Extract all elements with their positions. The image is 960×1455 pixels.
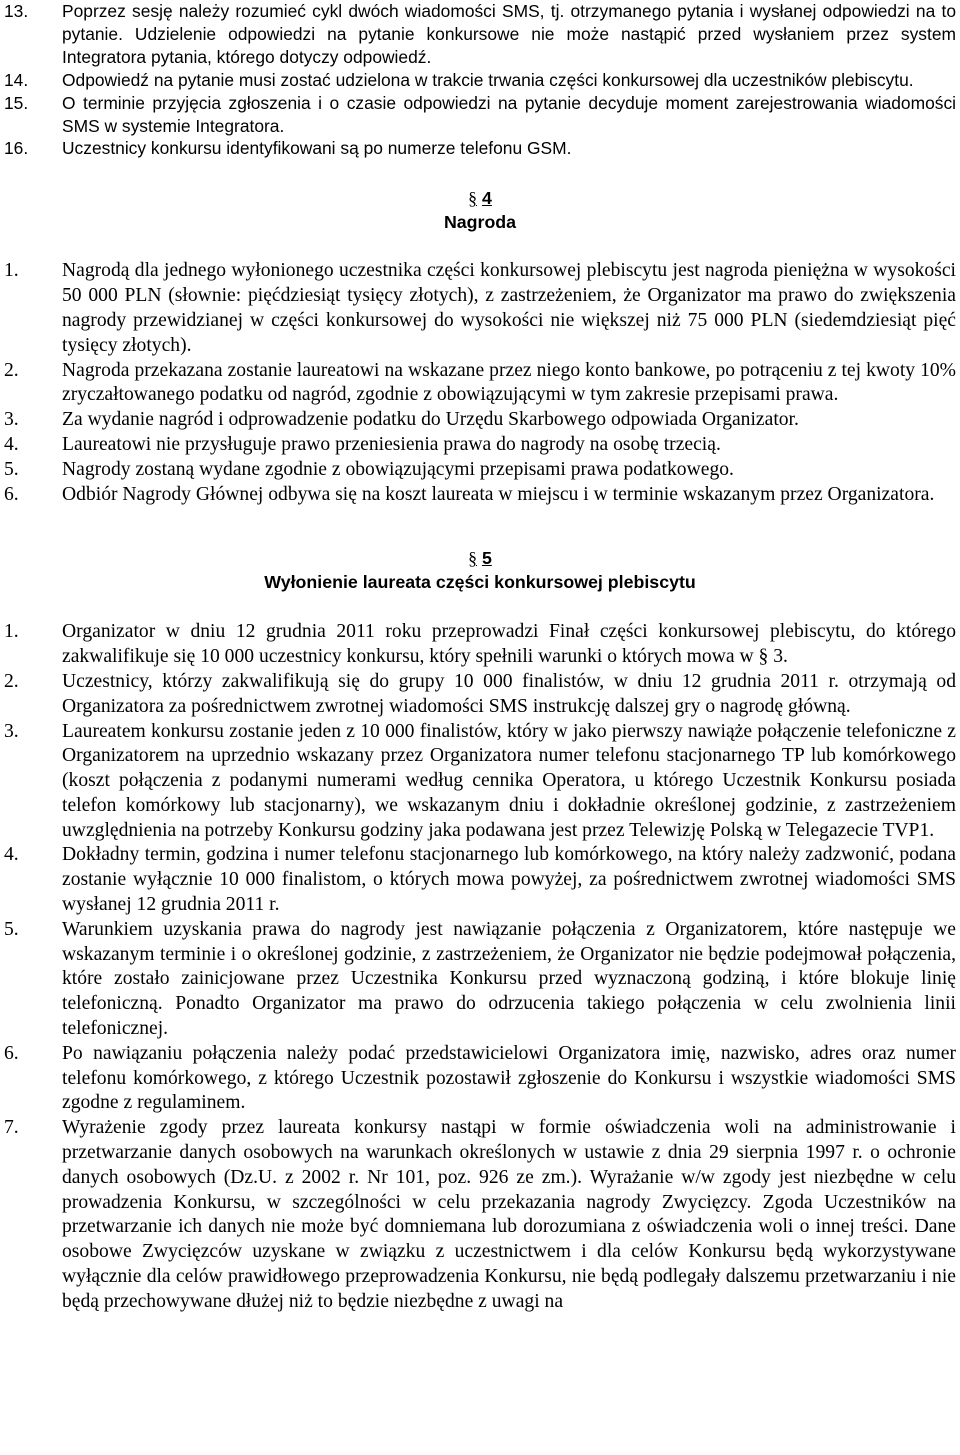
item-text: Uczestnicy konkursu identyfikowani są po numerze telefonu GSM. xyxy=(62,138,572,159)
item-text: Po nawiązaniu połączenia należy podać przedstawicielowi Organizatora imię, nazwisko, adres oraz numer telefonu komórkowego, z którego Uczestnik pozostawił zgłoszenie do Konkursu i wszystkie wiadomości SMS zgodne z regulaminem. xyxy=(62,1042,956,1114)
paragraph-sign: § xyxy=(468,548,478,569)
list-item xyxy=(4,483,956,508)
list-item xyxy=(4,259,956,358)
item-text: Organizator w dniu 12 grudnia 2011 roku przeprowadzi Finał części konkursowej plebiscytu, do którego zakwalifikuje się 10 000 uczestnicy konkursu, który spełnili warunki o których mowa w § 3. xyxy=(62,621,956,668)
list-item xyxy=(4,620,956,670)
list-item xyxy=(4,0,956,69)
item-number: 2. xyxy=(4,670,19,692)
list-item xyxy=(4,918,956,1042)
item-number: 6. xyxy=(4,1042,19,1064)
item-text: Nagroda przekazana zostanie laureatowi na wskazane przez niego konto bankowe, po potrąceniu z tej kwoty 10% zryczałtowanego podatku od nagród, zgodnie z obowiązującymi w tym zakresie przepisami prawa. xyxy=(62,359,956,406)
item-number: 3. xyxy=(4,409,19,431)
list-item xyxy=(4,359,956,409)
list-item xyxy=(4,1116,956,1314)
item-text: Odpowiedź na pytanie musi zostać udzielona w trakcie trwania części konkursowej dla uczestników plebiscytu. xyxy=(62,69,914,90)
item-number: 13. xyxy=(4,1,29,21)
list-item xyxy=(4,720,956,844)
section-number: 4 xyxy=(481,188,492,209)
section-4-heading xyxy=(4,186,956,234)
section-4-number xyxy=(4,186,956,210)
item-number: 6. xyxy=(4,483,19,505)
item-number: 1. xyxy=(4,621,19,643)
item-text: O terminie przyjęcia zgłoszenia i o czasie odpowiedzi na pytanie decyduje moment zarejestrowania wiadomości SMS w systemie Integratora. xyxy=(62,92,956,136)
section-4-title: Nagroda xyxy=(443,212,517,233)
item-text: Wyrażenie zgody przez laureata konkursy nastąpi w formie oświadczenia woli na administrowanie i przetwarzanie danych osobowych na warunkach określonych w ustawie z dnia 29 sierpnia 1997 r. o ochronie danych osobowych (Dz.U. z 2002 r. Nr 101, poz. 926 ze zm.). Wyrażanie w/w zgody jest niezbędne w celu prowadzenia Konkursu, w szczególności w celu przekazania nagrody Zwycięzcy. Zgoda Uczestników na przetwarzanie ich danych nie może być domniemana lub dorozumiana z oświadczenia woli o innej treści. Dane osobowe Zwycięzców uzyskane w związku z uczestnictwem i dla celów Konkursu będą wykorzystywane wyłącznie dla celów prawidłowego przeprowadzenia Konkursu, nie będą podlegały dalszemu przetwarzaniu i nie będą przechowywane dłużej niż to będzie niezbędne z uwagi na xyxy=(62,1117,956,1312)
item-text: Laureatem konkursu zostanie jeden z 10 000 finalistów, który w jako pierwszy nawiąże połączenie telefoniczne z Organizatorem na uprzednio wskazany przez Organizatora numer telefonu stacjonarnego TP lub komórkowego (koszt połączenia z podanymi numerami według cennika Operatora, u którego Uczestnik Konkursu posiada telefon komórkowy lub stacjonarny), we wskazanym dniu i dokładnie określonej godzinie, z zastrzeżeniem uwzględnienia na potrzeby Konkursu godziny jaka podawana jest przez Telewizję Polską w Telegazecie TVP1. xyxy=(62,720,956,841)
item-text: Warunkiem uzyskania prawa do nagrody jest nawiązanie połączenia z Organizatorem, które następuje we wskazanym terminie i o określonej godzinie, z zastrzeżeniem, że Organizator nie będzie podejmował połączenia, które zostało zainicjowane przez Uczestnika Konkursu przed wyznaczoną godziną, i które blokuje linię telefoniczną. Ponadto Organizator ma prawo do odrzucenia takiego połączenia w celu zwolnienia linii telefonicznej. xyxy=(62,918,956,1040)
list-item xyxy=(4,92,956,138)
item-number: 7. xyxy=(4,1117,19,1139)
item-text: Poprzez sesję należy rozumieć cykl dwóch wiadomości SMS, tj. otrzymanego pytania i wysłanej odpowiedzi na to pytanie. Udzielenie odpowiedzi na pytanie konkursowe nie może nastąpić przed wysłaniem przez system Integratora pytania, którego dotyczy odpowiedź. xyxy=(62,1,956,67)
list-item xyxy=(4,670,956,720)
section-5-list xyxy=(4,620,956,1314)
item-text: Nagrodą dla jednego wyłonionego uczestnika części konkursowej plebiscytu jest nagroda pieniężna w wysokości 50 000 PLN (słownie: pięćdziesiąt tysięcy złotych), z zastrzeżeniem, że Organizator ma prawo do zwiększenia nagrody przewidzianej w części konkursowej do wysokości nie większej niż 75 000 PLN (siedemdziesiąt pięć tysięcy złotych). xyxy=(62,260,956,356)
item-number: 2. xyxy=(4,359,19,381)
section-5-title: Wyłonienie laureata części konkursowej plebiscytu xyxy=(264,572,696,593)
list-item xyxy=(4,433,956,458)
item-text: Laureatowi nie przysługuje prawo przeniesienia prawa do nagrody na osobę trzecią. xyxy=(62,433,721,455)
paragraph-sign: § xyxy=(468,188,478,209)
item-number: 4. xyxy=(4,433,19,455)
list-item xyxy=(4,1042,956,1116)
section-3-continuation xyxy=(4,0,956,160)
list-item xyxy=(4,408,956,433)
list-item xyxy=(4,137,956,160)
section-number: 5 xyxy=(481,548,492,569)
list-item xyxy=(4,458,956,483)
item-number: 15. xyxy=(4,92,29,113)
item-text: Dokładny termin, godzina i numer telefonu stacjonarnego lub komórkowego, na który należy zadzwonić, podana zostanie wyłącznie 10 000 finalistom, o których mowa powyżej, za pośrednictwem zwrotnej wiadomości SMS wysłanej 12 grudnia 2011 r. xyxy=(62,844,956,916)
list-item xyxy=(4,69,956,92)
section-5-number xyxy=(4,546,956,570)
item-text: Za wydanie nagród i odprowadzenie podatku do Urzędu Skarbowego odpowiada Organizator. xyxy=(62,409,799,431)
item-number: 16. xyxy=(4,138,29,159)
item-number: 3. xyxy=(4,720,19,742)
item-text: Uczestnicy, którzy zakwalifikują się do grupy 10 000 finalistów, w dniu 12 grudnia 2011 r. otrzymają od Organizatora za pośrednictwem zwrotnej wiadomości SMS instrukcję dalszej gry o nagrodę główną. xyxy=(62,670,956,717)
item-number: 5. xyxy=(4,918,19,940)
section-4-list xyxy=(4,259,956,507)
item-number: 5. xyxy=(4,458,19,480)
item-number: 1. xyxy=(4,260,19,282)
item-number: 4. xyxy=(4,844,19,866)
list-item xyxy=(4,843,956,917)
section-5-heading xyxy=(4,546,956,594)
item-text: Odbiór Nagrody Głównej odbywa się na koszt laureata w miejscu i w terminie wskazanym przez Organizatora. xyxy=(62,483,935,505)
item-text: Nagrody zostaną wydane zgodnie z obowiązującymi przepisami prawa podatkowego. xyxy=(62,458,734,480)
item-number: 14. xyxy=(4,69,29,90)
